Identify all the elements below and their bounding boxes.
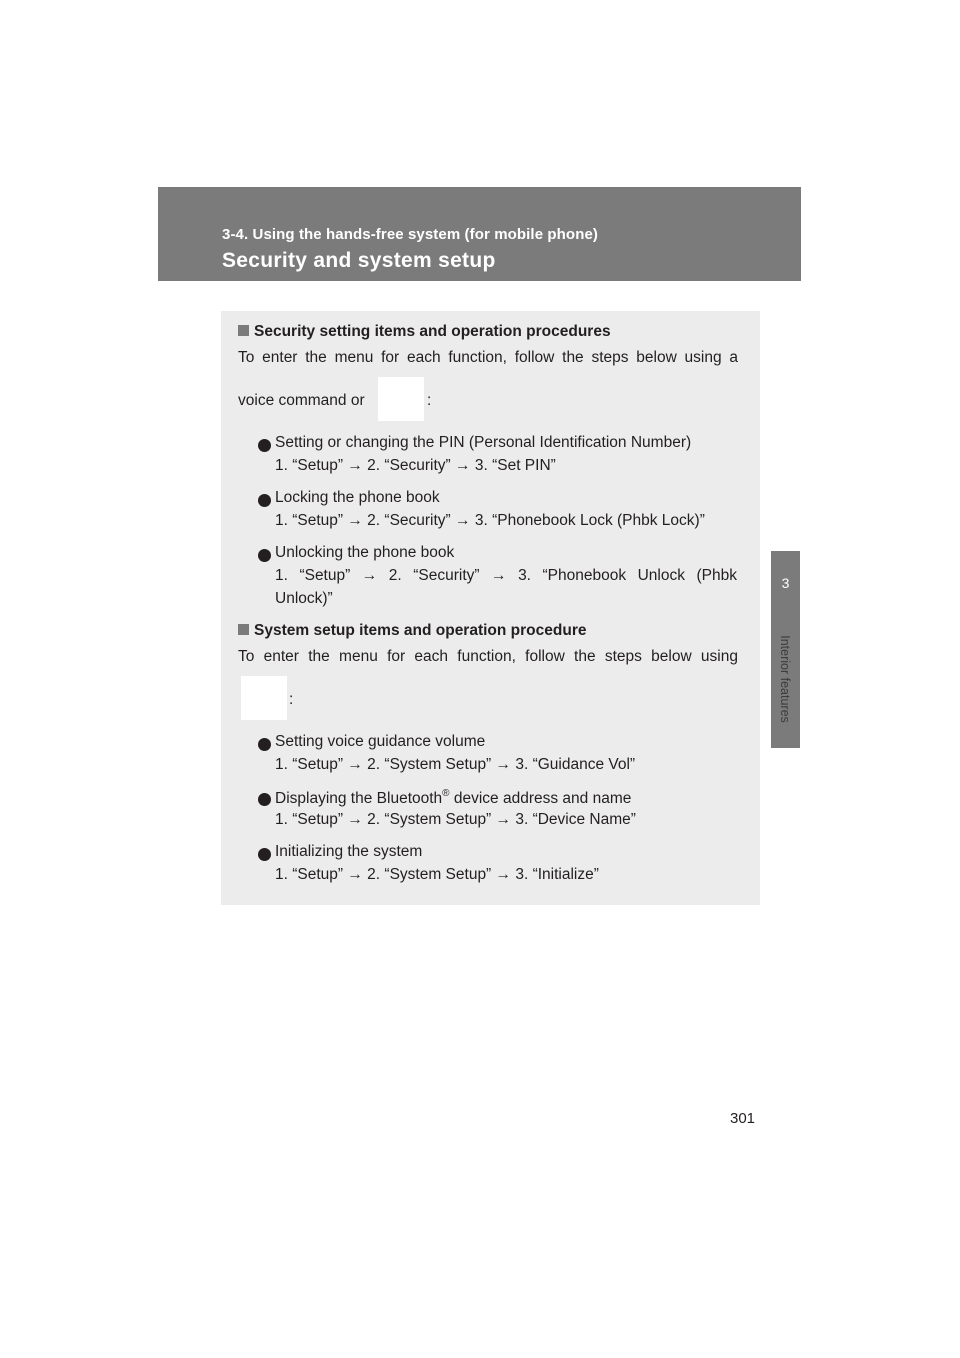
system-item-3-title: Initializing the system: [275, 843, 423, 860]
security-intro-line2: voice command or: [238, 392, 365, 409]
system-item-1-title: Setting voice guidance volume: [275, 733, 486, 750]
system-item-3-steps: 1. “Setup” → 2. “System Setup” → 3. “Initialize”: [275, 866, 599, 883]
system-intro-line1: To enter the menu for each function, follow the steps below using: [238, 648, 738, 665]
security-item-2-title: Locking the phone book: [275, 489, 440, 506]
bullet-icon: [258, 848, 271, 861]
security-item-3-title: Unlocking the phone book: [275, 544, 455, 561]
system-heading: [238, 622, 586, 640]
bullet-icon: [258, 738, 271, 751]
security-intro-line1: To enter the menu for each function, follow the steps below using a: [238, 349, 738, 366]
heading-square-icon: [238, 325, 249, 336]
security-item-2-steps: 1. “Setup” → 2. “Security” → 3. “Phonebook Lock (Phbk Lock)”: [275, 512, 705, 529]
system-item-1-steps: 1. “Setup” → 2. “System Setup” → 3. “Guidance Vol”: [275, 756, 636, 773]
security-item-1-steps: 1. “Setup” → 2. “Security” → 3. “Set PIN”: [275, 457, 556, 474]
security-item-3-steps-line1: 1. “Setup” → 2. “Security” → 3. “Phonebook Unlock (Phbk: [275, 567, 737, 584]
chapter-number: 3: [781, 575, 790, 591]
security-heading-text: Security setting items and operation procedures: [254, 323, 611, 340]
section-label: 3-4. Using the hands-free system (for mobile phone): [222, 226, 598, 243]
system-item-2-title-post: device address and name: [449, 790, 632, 807]
chapter-label-wrap: [771, 551, 800, 748]
system-intro-colon: :: [289, 691, 294, 708]
bullet-icon: [258, 494, 271, 507]
bullet-icon: [258, 549, 271, 562]
security-intro-colon: :: [427, 392, 432, 409]
heading-square-icon: [238, 624, 249, 635]
page-title: Security and system setup: [222, 249, 496, 272]
bullet-icon: [258, 439, 271, 452]
header-band: [158, 187, 801, 281]
bullet-icon: [258, 793, 271, 806]
page-number: 301: [730, 1110, 756, 1127]
system-heading-text: System setup items and operation procedure: [254, 622, 587, 639]
registered-mark: ®: [442, 788, 450, 799]
talk-switch-button-icon: [378, 377, 424, 421]
system-item-2-title-pre: Displaying the Bluetooth: [275, 790, 443, 807]
chapter-label: Interior features: [778, 635, 792, 723]
security-item-1-title: Setting or changing the PIN (Personal Identification Number): [275, 434, 692, 451]
content-box: [221, 311, 760, 905]
setup-button-icon: [241, 676, 287, 720]
system-item-2-steps: 1. “Setup” → 2. “System Setup” → 3. “Device Name”: [275, 811, 636, 828]
system-item-2-title: [275, 788, 631, 808]
security-heading: [238, 323, 611, 341]
security-item-3-steps-line2: Unlock)”: [275, 590, 333, 607]
